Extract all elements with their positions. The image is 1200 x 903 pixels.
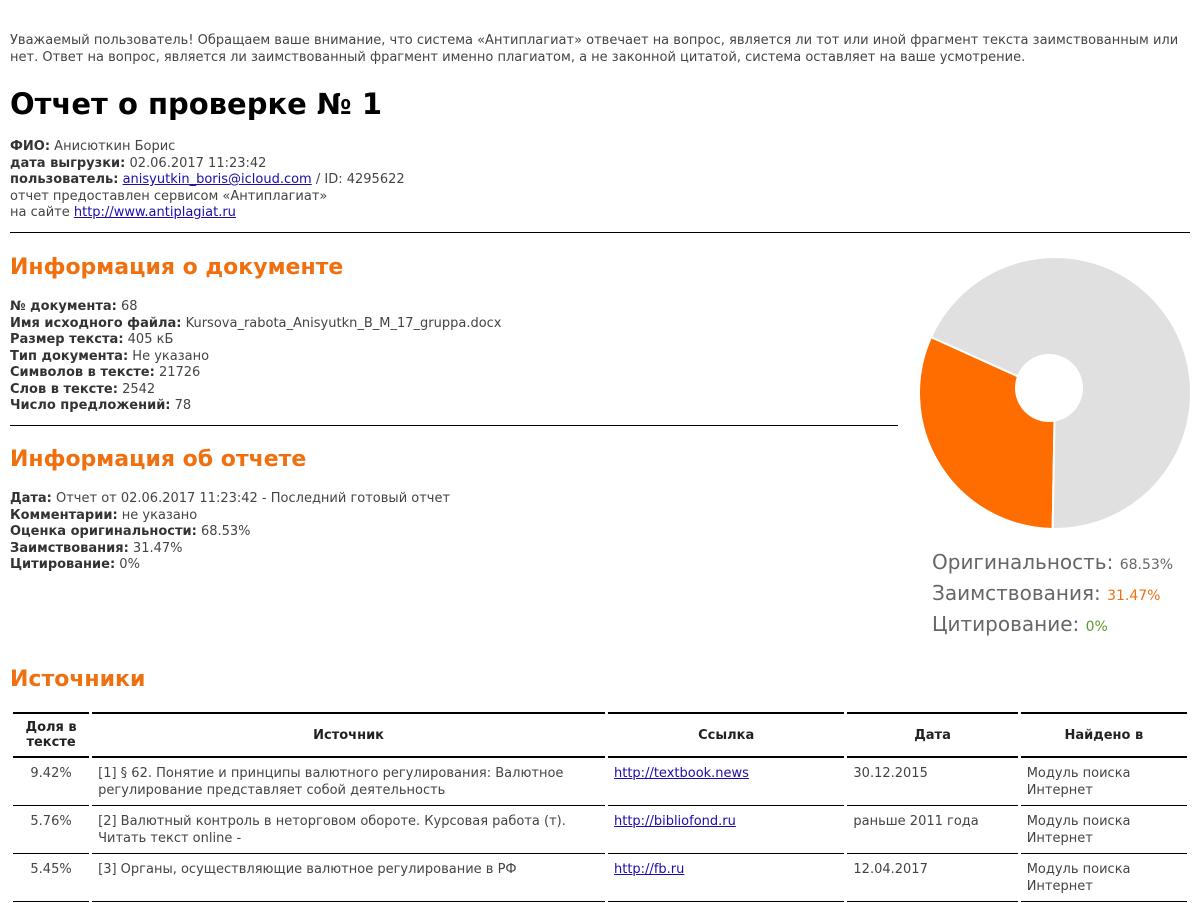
source-link[interactable]: http://bibliofond.ru: [614, 814, 736, 829]
legend-citation-label: Цитирование:: [932, 612, 1080, 636]
originality-value: 68.53%: [200, 524, 251, 539]
text-size-label: Размер текста:: [10, 332, 124, 347]
provided-by: отчет предоставлен сервисом «Антиплагиат»: [10, 188, 328, 204]
doc-number-value: 68: [120, 299, 138, 314]
doc-info-row: [10, 382, 502, 399]
share-cell: 5.45%: [13, 854, 89, 902]
legend-borrowing-value: 31.47%: [1107, 588, 1161, 604]
file-name-label: Имя исходного файла:: [10, 315, 182, 331]
notice-text: Уважаемый пользователь! Обращаем ваше внимание, что система «Антиплагиат» отвечает на вопрос, является ли тот или иной фрагмент текста заимствованным или нет. Ответ на вопрос, является ли заимствованный фрагмент именно плагиатом, а не законной цитатой, система оставляет на ваше усмотрение.: [10, 33, 1179, 65]
site-prefix: на сайте: [10, 205, 70, 220]
doc-info-row: [10, 299, 502, 316]
comments-label: Комментарии:: [10, 507, 118, 523]
report-info-row: [10, 508, 450, 525]
doc-info-row: [10, 398, 502, 415]
report-info-row: [10, 557, 450, 574]
site-link[interactable]: http://www.antiplagiat.ru: [73, 205, 236, 220]
col-share: Доля в тексте: [13, 712, 89, 758]
link-cell: [608, 854, 844, 902]
user-id: / ID: 4295622: [315, 172, 405, 187]
report-info-row: [10, 491, 450, 508]
table-row: [13, 854, 1187, 902]
report-info-row: [10, 524, 450, 541]
share-cell: 5.76%: [13, 806, 89, 854]
originality-label: Оценка оригинальности:: [10, 524, 197, 539]
user-label: пользователь:: [10, 172, 119, 187]
legend-originality: [932, 548, 1173, 579]
legend-citation-value: 0%: [1085, 619, 1108, 635]
report-date-label: Дата:: [10, 491, 52, 506]
chars-value: 21726: [158, 365, 201, 380]
doc-info-list: [10, 299, 502, 415]
doc-type-label: Тип документа:: [10, 348, 129, 364]
col-link: Ссылка: [608, 712, 844, 758]
borrowing-value: 31.47%: [132, 540, 183, 556]
doc-info-row: [10, 316, 502, 333]
doc-number-label: № документа:: [10, 299, 117, 314]
found-cell: Модуль поиска Интернет: [1021, 854, 1187, 902]
legend-citation: [932, 610, 1173, 641]
date-cell: 12.04.2017: [847, 854, 1017, 902]
words-label: Слов в тексте:: [10, 381, 118, 397]
source-cell: [2] Валютный контроль в неторговом обороте. Курсовая работа (т). Читать текст online -: [92, 806, 605, 854]
link-cell: [608, 758, 844, 806]
chars-label: Символов в тексте:: [10, 365, 155, 380]
col-source: Источник: [92, 712, 605, 758]
legend-originality-label: Оригинальность:: [932, 550, 1114, 574]
source-cell: [3] Органы, осуществляющие валютное регулирование в РФ: [92, 854, 605, 902]
table-row: [13, 758, 1187, 806]
sources-table: [10, 712, 1190, 902]
legend-borrowing: [932, 579, 1173, 610]
date-cell: 30.12.2015: [847, 758, 1017, 806]
user-email-link[interactable]: anisyutkin_boris@icloud.com: [122, 172, 312, 187]
doc-info-heading: Информация о документе: [10, 255, 344, 280]
citation-value: 0%: [119, 557, 140, 572]
share-cell: 9.42%: [13, 758, 89, 806]
col-date: Дата: [847, 712, 1017, 758]
originality-pie-chart: [918, 256, 1192, 530]
chart-legend: [932, 548, 1173, 641]
file-name-value: Kursova_rabota_Anisyutkn_B_M_17_gruppa.docx: [185, 315, 502, 331]
source-link[interactable]: http://textbook.news: [614, 766, 749, 781]
citation-label: Цитирование:: [10, 557, 116, 572]
report-date-value: Отчет от 02.06.2017 11:23:42 - Последний готовый отчет: [56, 491, 451, 506]
report-info-list: [10, 491, 450, 574]
date-label: дата выгрузки:: [10, 155, 126, 171]
page-title: Отчет о проверке № 1: [10, 87, 383, 121]
words-value: 2542: [122, 381, 156, 397]
sentences-value: 78: [174, 398, 192, 413]
doc-info-row: [10, 365, 502, 382]
sentences-label: Число предложений:: [10, 398, 171, 413]
found-cell: Модуль поиска Интернет: [1021, 806, 1187, 854]
report-info-heading: Информация об отчете: [10, 447, 307, 472]
doc-type-value: Не указано: [132, 348, 210, 364]
found-cell: Модуль поиска Интернет: [1021, 758, 1187, 806]
divider-top: [10, 232, 1190, 233]
fio-value: Анисюткин Борис: [54, 139, 176, 154]
date-cell: раньше 2011 года: [847, 806, 1017, 854]
divider-mid: [10, 425, 898, 426]
date-value: 02.06.2017 11:23:42: [129, 155, 267, 171]
source-cell: [1] § 62. Понятие и принципы валютного регулирования: Валютное регулирование представляет собой деятельность: [92, 758, 605, 806]
sources-heading: Источники: [10, 667, 146, 692]
doc-info-row: [10, 349, 502, 366]
pie-center-hole: [1015, 354, 1083, 422]
report-info-row: [10, 541, 450, 558]
source-link[interactable]: http://fb.ru: [614, 862, 685, 877]
legend-borrowing-label: Заимствования:: [932, 581, 1101, 605]
table-row: [13, 806, 1187, 854]
borrowing-label: Заимствования:: [10, 540, 129, 556]
col-found: Найдено в: [1021, 712, 1187, 758]
legend-originality-value: 68.53%: [1119, 557, 1174, 573]
comments-value: не указано: [121, 507, 198, 523]
doc-info-row: [10, 332, 502, 349]
fio-label: ФИО:: [10, 139, 51, 154]
link-cell: [608, 806, 844, 854]
text-size-value: 405 кБ: [127, 332, 174, 347]
table-header-row: [13, 712, 1187, 758]
report-meta: [10, 139, 405, 222]
